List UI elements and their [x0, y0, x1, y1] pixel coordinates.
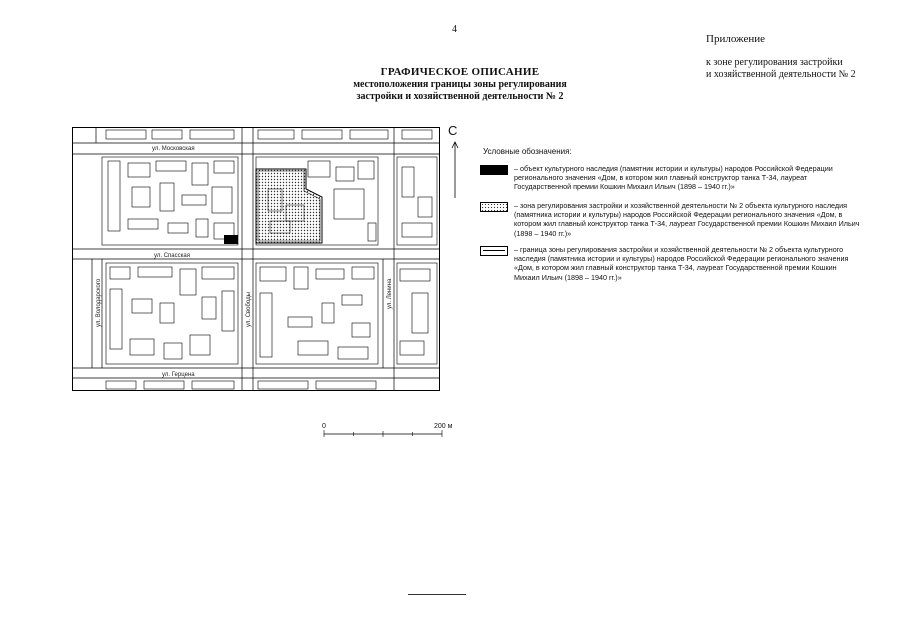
scale-bar	[320, 420, 460, 450]
street-label-moskovskaya: ул. Московская	[152, 146, 195, 152]
scale-end-label: 200 м	[434, 423, 453, 430]
site-map	[72, 127, 440, 391]
street-label-gertsena: ул. Герцена	[162, 372, 195, 378]
legend-title: Условные обозначения:	[483, 147, 572, 156]
legend-item-text: – зона регулирования застройки и хозяйственной деятельности № 2 объекта культурного наследия (памятника истории и культуры) народов Российской Федерации регионального значения «Дом, в котором жил главный конструктор танка Т-34, лауреат Государственной премии Кошкин Михаил Ильич (1898 – 1940 гг.)»	[514, 201, 860, 238]
footer-line	[408, 594, 466, 595]
street-label-lenina: ул. Ленина	[387, 278, 393, 309]
appendix-line-2: и хозяйственной деятельности № 2	[706, 69, 856, 80]
legend-item-text: – объект культурного наследия (памятник истории и культуры) народов Российской Федерации регионального значения «Дом, в котором жил главный конструктор танка Т-34, лауреат Государственной премии Кошкин Михаил Ильич (1898 – 1940 гг.)»	[514, 164, 833, 192]
regulation-zone-swatch	[480, 202, 508, 212]
north-arrow-icon	[449, 140, 461, 200]
heading-title: ГРАФИЧЕСКОЕ ОПИСАНИЕ	[380, 66, 540, 78]
heading-line-2: застройки и хозяйственной деятельности № 2	[356, 91, 564, 102]
document-heading	[290, 66, 630, 102]
appendix-line-1: к зоне регулирования застройки	[706, 57, 843, 68]
legend-item-text: – граница зоны регулирования застройки и хозяйственной деятельности № 2 объекта культурного наследия (памятника истории и культуры) народов Российской Федерации регионального значения «Дом, в котором жил главный конструктор танка Т-34, лауреат Государственной премии Кошкин Михаил Ильич (1898 – 1940 гг.)»	[514, 245, 849, 282]
street-label-spasskaya: ул. Спасская	[154, 253, 190, 259]
appendix-title: Приложение	[706, 33, 766, 45]
zone-boundary-swatch	[480, 246, 508, 256]
scale-start-label: 0	[322, 423, 326, 430]
heading-line-1: местоположения границы зоны регулирования	[353, 79, 567, 90]
street-label-svobody: ул. Свободы	[246, 292, 252, 327]
north-label: С	[448, 123, 458, 138]
heritage-object-swatch	[480, 165, 508, 175]
page-number: 4	[452, 24, 457, 35]
street-label-volodarskogo: ул. Володарского	[96, 278, 102, 327]
